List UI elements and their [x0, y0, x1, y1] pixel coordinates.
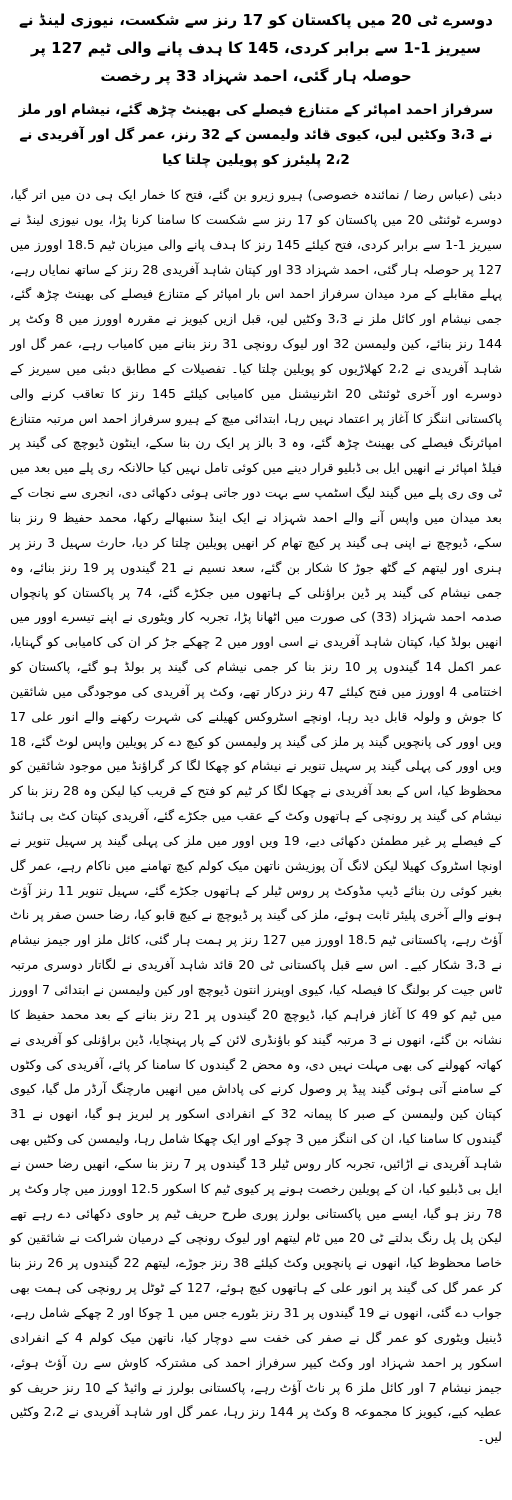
article-headline: دوسرے ٹی 20 میں پاکستان کو 17 رنز سے شکست، نیوزی لینڈ نے سیریز 1-1 سے برابر کردی، 145 کا ہدف پانے والی ٹیم 127 پر حوصلہ ہار گئی، احمد شہزاد 33 پر رخصت [19, 11, 493, 85]
article-subheadline: سرفراز احمد امپائر کے متنازع فیصلے کی بھینٹ چڑھ گئے، نیشام اور ملز نے 3،3 وکٹیں لیں، کیوی قائد ولیمسن کے 32 رنز، عمر گل اور آفریدی نے 2،2 پلیئرز کو پویلین چلتا کیا [18, 102, 494, 168]
article-body: دبئی (عباس رضا / نمائندہ خصوصی) ہیرو زیرو بن گئے، فتح کا خمار ایک ہی دن میں اتر گیا، دوسرے ٹوئنٹی 20 میں پاکستان کو 17 رنز سے شکست کا سامنا کرنا پڑا، یوں نیوزی لینڈ نے سیریز 1-1 سے برابر کردی، فتح کیلئے 145 رنز کا ہدف پانے والی میزبان ٹیم 18.5 اوورز میں 127 پر حوصلہ ہار گئی، احمد شہزاد 33 اور کپتان شاہد آفریدی 28 رنز کے ساتھ نمایاں رہے، پہلے مقابلے کے مرد میدان سرفراز احمد اس بار امپائر کے متنازع فیصلے کی بھینٹ چڑھ گئے، جمی نیشام اور کائل ملز نے 3،3 وکٹیں لیں، قبل ازیں کیویز نے مقررہ اوورز میں 8 وکٹ پر 144 رنز بنائے، کین ولیمسن 32 اور لیوک رونچی 31 رنز بنانے میں کامیاب رہے، عمر گل اور شاہد آفریدی نے 2،2 کھلاڑیوں کو پویلین چلتا کیا۔ تفصیلات کے مطابق دبئی میں سیریز کے دوسرے اور آخری ٹوئنٹی 20 انٹرنیشنل میں کامیابی کیلئے 145 رنز کا تعاقب کرنے والی پاکستانی اننگز کا آغاز پر اعتماد نہیں رہا، ابتدائی میچ کے ہیرو سرفراز احمد اس مرتبہ متنازع امپائرنگ فیصلے کی بھینٹ چڑھ گئے، وہ 3 بالز پر ایک رن بنا سکے، اینٹون ڈیوچچ کی گیند پر فیلڈ امپائر نے انھیں ایل بی ڈبلیو قرار دینے میں کوئی تامل نہیں کیا حالانکہ ری پلے میں بعد میں ٹی وی ری پلے میں گیند لیگ اسٹمپ سے بہت دور جاتی ہوئی دکھائی دی، انجری سے نجات کے بعد میدان میں واپس آنے والے احمد شہزاد نے ایک اینڈ سنبھالے رکھا، محمد حفیظ 9 رنز بنا سکے، ڈیوچچ نے اپنی ہی گیند پر کیچ تھام کر انھیں پویلین چلتا کر دیا، حارث سہیل 3 رنز پر ہنری اور لیتھم کے گٹھ جوڑ کا شکار بن گئے، سعد نسیم نے 21 گیندوں پر 19 رنز بنائے، وہ جمی نیشام کی گیند پر ڈین براؤنلی کے ہاتھوں میں جکڑے گئے، 74 پر پاکستان کو پانچواں صدمہ احمد شہزاد (33) کی صورت میں اٹھانا پڑا، تجربہ کار ویٹوری نے اپنے تیسرے اوور میں انھیں بولڈ کیا، کپتان شاہد آفریدی نے اسی اوور میں 2 چھکے جڑ کر ان کی کامیابی کو گہنایا، عمر اکمل 14 گیندوں پر 10 رنز بنا کر جمی نیشام کی گیند پر بولڈ ہو گئے، پاکستان کو اختتامی 4 اوورز میں فتح کیلئے 47 رنز درکار تھے، وکٹ پر آفریدی کی موجودگی میں شائقین کا جوش و ولولہ قابل دید رہا، اونچے اسٹروکس کھیلنے کی شہرت رکھنے والے انور علی 17 ویں اوور کی پانچویں گیند پر ملز کی گیند پر ولیمسن کو کیچ دے کر پویلین واپس لوٹ گئے، 18 ویں اوور کی پہلی گیند پر سہیل تنویر نے نیشام کو چھکا لگا کر گراؤنڈ میں موجود شائقین کو محظوظ کیا، اس کے بعد آفریدی نے چھکا لگا کر ٹیم کو فتح کے قریب کیا لیکن وہ 28 رنز بنا کر نیشام کی گیند پر رونچی کے ہاتھوں وکٹ کے عقب میں جکڑے گئے، آفریدی کپتان کٹ بی ہائنڈ کے فیصلے پر غیر مطمئن دکھائی دیے، 19 ویں اوور میں ملز کی پہلی گیند پر سہیل تنویر نے اونچا اسٹروک کھیلا لیکن لانگ آن پوزیشن ناتھن میک کولم کیچ تھامنے میں ناکام رہے، عمر گل بغیر کوئی رن بنائے ڈیپ مڈوکٹ پر روس ٹیلر کے ہاتھوں جکڑے گئے، سہیل تنویر 11 رنز آؤٹ ہونے والے آخری پلیئر ثابت ہوئے، ملز کی گیند پر ڈیوچچ نے کیچ قابو کیا، رضا حسن صفر پر ناٹ آؤٹ رہے، پاکستانی ٹیم 18.5 اوورز میں 127 رنز پر ہمت ہار گئی، کائل ملز اور جیمز نیشام نے 3،3 شکار کیے۔ اس سے قبل پاکستانی ٹی 20 قائد شاہد آفریدی نے لگاتار دوسری مرتبہ ٹاس جیت کر بولنگ کا فیصلہ کیا، کیوی اوپنرز انتون ڈیوچچ اور کین ولیمسن نے ابتدائی 7 اوورز میں ٹیم کو 49 کا آغاز فراہم کیا، ڈیوچچ 20 گیندوں پر 21 رنز بنانے کے بعد محمد حفیظ کا نشانہ بن گئے، انھوں نے 3 مرتبہ گیند کو باؤنڈری لائن کے پار پہنچایا، ڈین براؤنلی کو آفریدی نے کھاتہ کھولنے کی بھی مہلت نہیں دی، وہ محض 2 گیندوں کا سامنا کر پائے، آفریدی کی وکٹوں کے سامنے آتی ہوئی گیند پیڈ پر وصول کرنے کی پاداش میں انھیں مارچنگ آرڈر مل گیا، کیوی کپتان کین ولیمسن کے صبر کا پیمانہ 32 کے انفرادی اسکور پر لبریز ہو گیا، انھوں نے 31 گیندوں کا سامنا کیا، ان کی اننگز میں 3 چوکے اور ایک چھکا شامل رہا، ولیمسن کی وکٹیں بھی شاہد آفریدی نے اڑائیں، تجربہ کار روس ٹیلر 13 گیندوں پر 7 رنز بنا سکے، انھیں رضا حسن نے ایل بی ڈبلیو کیا، ان کے پویلین رخصت ہونے پر کیوی ٹیم کا اسکور 12.5 اوورز میں چار وکٹ پر 78 رنز ہو گیا، ایسے میں پاکستانی بولرز پوری طرح حریف ٹیم پر حاوی دکھائی دے رہے تھے لیکن پل پل رنگ بدلتے ٹی 20 میں ٹام لیتھم اور لیوک رونچی کے درمیان شراکت نے شائقین کو خاصا محظوظ کیا، انھوں نے پانچویں وکٹ کیلئے 38 رنز جوڑے، لیتھم 22 گیندوں پر 26 رنز بنا کر عمر گل کی گیند پر انور علی کے ہاتھوں کیچ ہوئے، 127 کے ٹوٹل پر رونچی کی ہمت بھی جواب دے گئی، انھوں نے 19 گیندوں پر 31 رنز بٹورے جس میں 1 چوکا اور 2 چھکے شامل رہے، ڈینیل ویٹوری کو عمر گل نے صفر کی خفت سے دوچار کیا، ناتھن میک کولم 4 کے انفرادی اسکور پر احمد شہزاد اور وکٹ کیپر سرفراز احمد کی مشترکہ کاوش سے رن آؤٹ ہوئے، جیمز نیشام 7 اور کائل ملز 6 پر ناٹ آؤٹ رہے، پاکستانی بولرز نے وائیڈ کے 10 رنز حریف کو عطیہ کیے، کیویز کا مجموعہ 8 وکٹ پر 144 رنز رہا، عمر گل اور شاہد آفریدی نے 2،2 وکٹیں لیں۔ [10, 187, 503, 1445]
